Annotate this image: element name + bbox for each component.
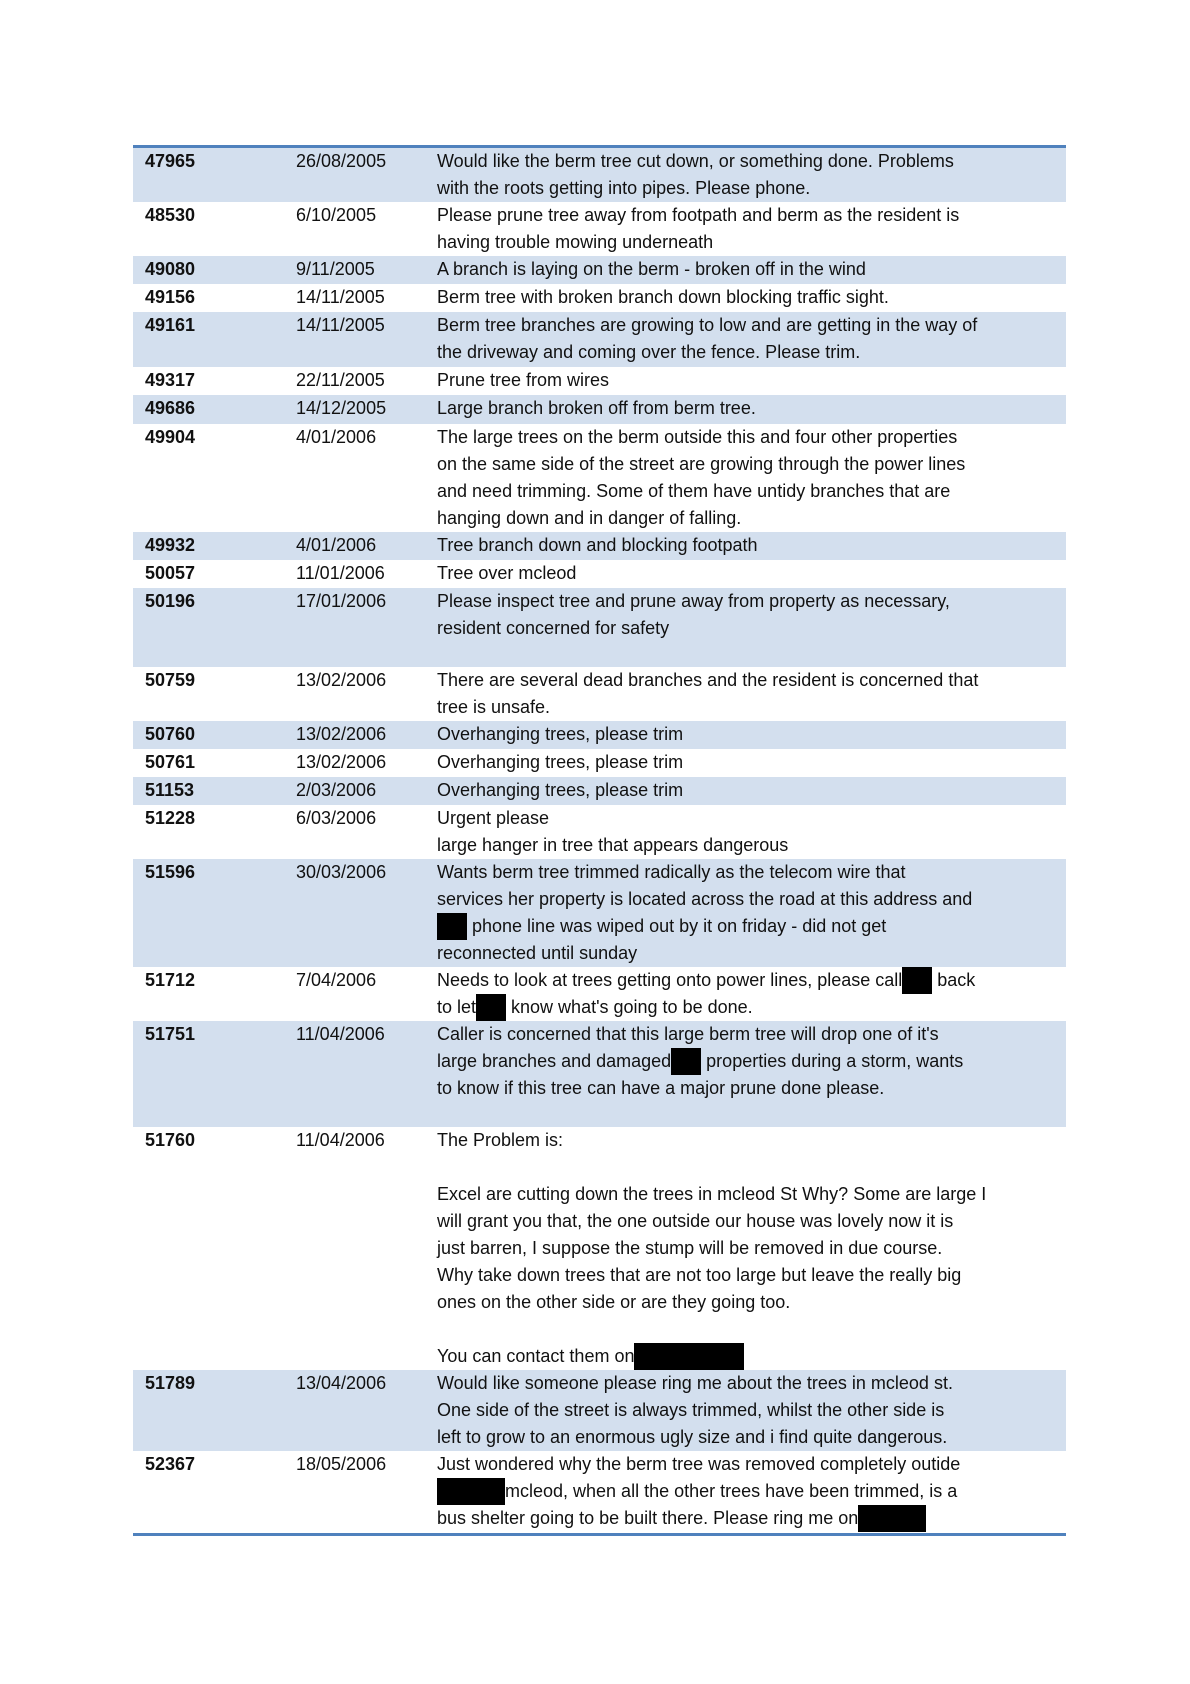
description-line: on the same side of the street are growing through the power lines — [437, 454, 966, 474]
description-line: Just wondered why the berm tree was removed completely outide — [437, 1454, 961, 1474]
description-line: tree is unsafe. — [437, 697, 551, 717]
description-line: to know if this tree can have a major prune done please. — [437, 1078, 885, 1098]
request-description — [437, 777, 1066, 805]
description-line: having trouble mowing underneath — [437, 232, 714, 252]
request-date: 4/01/2006 — [296, 535, 377, 555]
description-line: A branch is laying on the berm - broken off in the wind — [437, 259, 866, 279]
table-row — [133, 312, 1066, 367]
description-line: will grant you that, the one outside our house was lovely now it is — [437, 1211, 954, 1231]
table-row — [133, 749, 1066, 777]
request-id: 50760 — [145, 724, 196, 744]
description-line: Prune tree from wires — [437, 370, 610, 390]
redaction-box: [RL] — [437, 1478, 505, 1505]
description-line: Would like the berm tree cut down, or something done. Problems — [437, 151, 954, 171]
table-row — [133, 588, 1066, 667]
request-id: 51789 — [145, 1373, 196, 1393]
description-line: Please prune tree away from footpath and berm as the resident is — [437, 205, 960, 225]
redaction-box: [R] — [671, 1048, 701, 1075]
request-description — [437, 859, 1066, 967]
request-id: 51596 — [145, 862, 196, 882]
request-id: 47965 — [145, 151, 196, 171]
request-id: 50761 — [145, 752, 196, 772]
table-row — [133, 395, 1066, 424]
table-row — [133, 967, 1066, 1021]
request-description — [437, 967, 1066, 1021]
request-date: 7/04/2006 — [296, 970, 377, 990]
table-row — [133, 532, 1066, 560]
description-line: the driveway and coming over the fence. Please trim. — [437, 342, 861, 362]
table-row — [133, 805, 1066, 859]
description-line: Wants berm tree trimmed radically as the telecom wire that — [437, 862, 906, 882]
request-id: 49317 — [145, 370, 196, 390]
request-description — [437, 256, 1066, 284]
description-line: Urgent please — [437, 808, 550, 828]
request-description — [437, 721, 1066, 749]
request-date: 26/08/2005 — [296, 151, 387, 171]
request-date: 11/01/2006 — [296, 563, 385, 583]
request-date: 13/02/2006 — [296, 670, 387, 690]
description-line: just barren, I suppose the stump will be removed in due course. — [437, 1238, 943, 1258]
description-line: Tree branch down and blocking footpath — [437, 535, 758, 555]
request-description — [437, 367, 1066, 395]
table-row — [133, 1127, 1066, 1370]
description-line: Berm tree branches are growing to low and are getting in the way of — [437, 315, 978, 335]
description-line: Berm tree with broken branch down blocking traffic sight. — [437, 287, 889, 307]
description-line: resident concerned for safety — [437, 618, 670, 638]
request-description — [437, 1021, 1066, 1127]
request-id: 50196 — [145, 591, 196, 611]
description-line — [437, 1316, 1066, 1343]
table-row — [133, 367, 1066, 395]
table-row — [133, 202, 1066, 256]
request-description — [437, 395, 1066, 424]
request-description — [437, 284, 1066, 312]
description-line: with the roots getting into pipes. Please phone. — [437, 178, 811, 198]
request-date: 6/10/2005 — [296, 205, 377, 225]
description-line: [RL] mcleod, when all the other trees have been trimmed, is a — [437, 1478, 1066, 1505]
description-line — [437, 1154, 1066, 1181]
request-description — [437, 424, 1066, 532]
table-row — [133, 721, 1066, 749]
request-date: 13/02/2006 — [296, 752, 387, 772]
description-line: Why take down trees that are not too large but leave the really big — [437, 1265, 962, 1285]
request-description — [437, 805, 1066, 859]
description-line: hanging down and in danger of falling. — [437, 508, 742, 528]
description-line: [R] phone line was wiped out by it on friday - did not get — [437, 913, 1066, 940]
request-description — [437, 202, 1066, 256]
request-date: 11/04/2006 — [296, 1130, 385, 1150]
table-row — [133, 1451, 1066, 1533]
redaction-box: [R] — [476, 994, 506, 1021]
request-date: 17/01/2006 — [296, 591, 387, 611]
description-line: The Problem is: — [437, 1130, 564, 1150]
request-description — [437, 1370, 1066, 1451]
description-line: to let[R] know what's going to be done. — [437, 994, 1066, 1021]
request-id: 51751 — [145, 1024, 196, 1044]
request-id: 50057 — [145, 563, 196, 583]
table-row — [133, 1370, 1066, 1451]
request-date: 9/11/2005 — [296, 259, 375, 279]
request-date: 30/03/2006 — [296, 862, 387, 882]
request-description — [437, 1127, 1066, 1370]
request-date: 11/04/2006 — [296, 1024, 385, 1044]
request-date: 13/04/2006 — [296, 1373, 387, 1393]
request-id: 50759 — [145, 670, 196, 690]
table-row — [133, 859, 1066, 967]
table-row — [133, 560, 1066, 588]
description-line: The large trees on the berm outside this and four other properties — [437, 427, 958, 447]
description-line: ones on the other side or are they going too. — [437, 1292, 791, 1312]
request-id: 48530 — [145, 205, 196, 225]
redaction-box: [R] — [902, 967, 932, 994]
table-row — [133, 148, 1066, 202]
request-id: 49156 — [145, 287, 196, 307]
request-description — [437, 588, 1066, 667]
request-date: 2/03/2006 — [296, 780, 377, 800]
request-id: 49904 — [145, 427, 196, 447]
request-description — [437, 1451, 1066, 1533]
description-line: Overhanging trees, please trim — [437, 724, 684, 744]
table-row — [133, 424, 1066, 532]
request-id: 52367 — [145, 1454, 196, 1474]
description-line: Excel are cutting down the trees in mcleod St Why? Some are large I — [437, 1184, 987, 1204]
request-id: 49686 — [145, 398, 196, 418]
table-row — [133, 1021, 1066, 1127]
description-line: and need trimming. Some of them have untidy branches that are — [437, 481, 951, 501]
description-line: large branches and damaged[R] properties during a storm, wants — [437, 1048, 1066, 1075]
request-description — [437, 148, 1066, 202]
request-id: 49161 — [145, 315, 196, 335]
request-date: 22/11/2005 — [296, 370, 385, 390]
redaction-box: [R] — [437, 913, 467, 940]
request-description — [437, 312, 1066, 367]
description-line: Large branch broken off from berm tree. — [437, 398, 756, 418]
request-date: 18/05/2006 — [296, 1454, 387, 1474]
request-id: 51760 — [145, 1130, 196, 1150]
description-line: You can contact them on[RX] — [437, 1343, 1066, 1370]
table-row — [133, 284, 1066, 312]
description-line: Caller is concerned that this large berm tree will drop one of it's — [437, 1024, 939, 1044]
description-line: One side of the street is always trimmed, whilst the other side is — [437, 1400, 945, 1420]
request-description — [437, 667, 1066, 721]
description-line: left to grow to an enormous ugly size and i find quite dangerous. — [437, 1427, 948, 1447]
table-row — [133, 256, 1066, 284]
request-description — [437, 749, 1066, 777]
request-description — [437, 532, 1066, 560]
description-line: reconnected until sunday — [437, 943, 638, 963]
description-line: There are several dead branches and the resident is concerned that — [437, 670, 979, 690]
request-date: 4/01/2006 — [296, 427, 377, 447]
description-line: services her property is located across the road at this address and — [437, 889, 973, 909]
description-line: Overhanging trees, please trim — [437, 780, 684, 800]
request-date: 6/03/2006 — [296, 808, 377, 828]
table-row — [133, 777, 1066, 805]
request-date: 14/11/2005 — [296, 315, 385, 335]
request-description — [437, 560, 1066, 588]
description-line: Would like someone please ring me about the trees in mcleod st. — [437, 1373, 953, 1393]
description-line: large hanger in tree that appears dangerous — [437, 835, 789, 855]
description-line: Needs to look at trees getting onto power lines, please call[R] back — [437, 967, 1066, 994]
service-request-table — [133, 145, 1066, 1536]
description-line: bus shelter going to be built there. Please ring me on[RL] — [437, 1505, 1066, 1532]
request-id: 51153 — [145, 780, 195, 800]
request-date: 13/02/2006 — [296, 724, 387, 744]
request-id: 51712 — [145, 970, 196, 990]
request-id: 49932 — [145, 535, 196, 555]
description-line: Please inspect tree and prune away from property as necessary, — [437, 591, 950, 611]
request-date: 14/12/2005 — [296, 398, 387, 418]
description-line: Tree over mcleod — [437, 563, 577, 583]
request-date: 14/11/2005 — [296, 287, 385, 307]
request-id: 51228 — [145, 808, 196, 828]
redaction-box: [RL] — [858, 1505, 926, 1532]
table-row — [133, 667, 1066, 721]
description-line: Overhanging trees, please trim — [437, 752, 684, 772]
request-id: 49080 — [145, 259, 196, 279]
redaction-box: [RX] — [634, 1343, 744, 1370]
